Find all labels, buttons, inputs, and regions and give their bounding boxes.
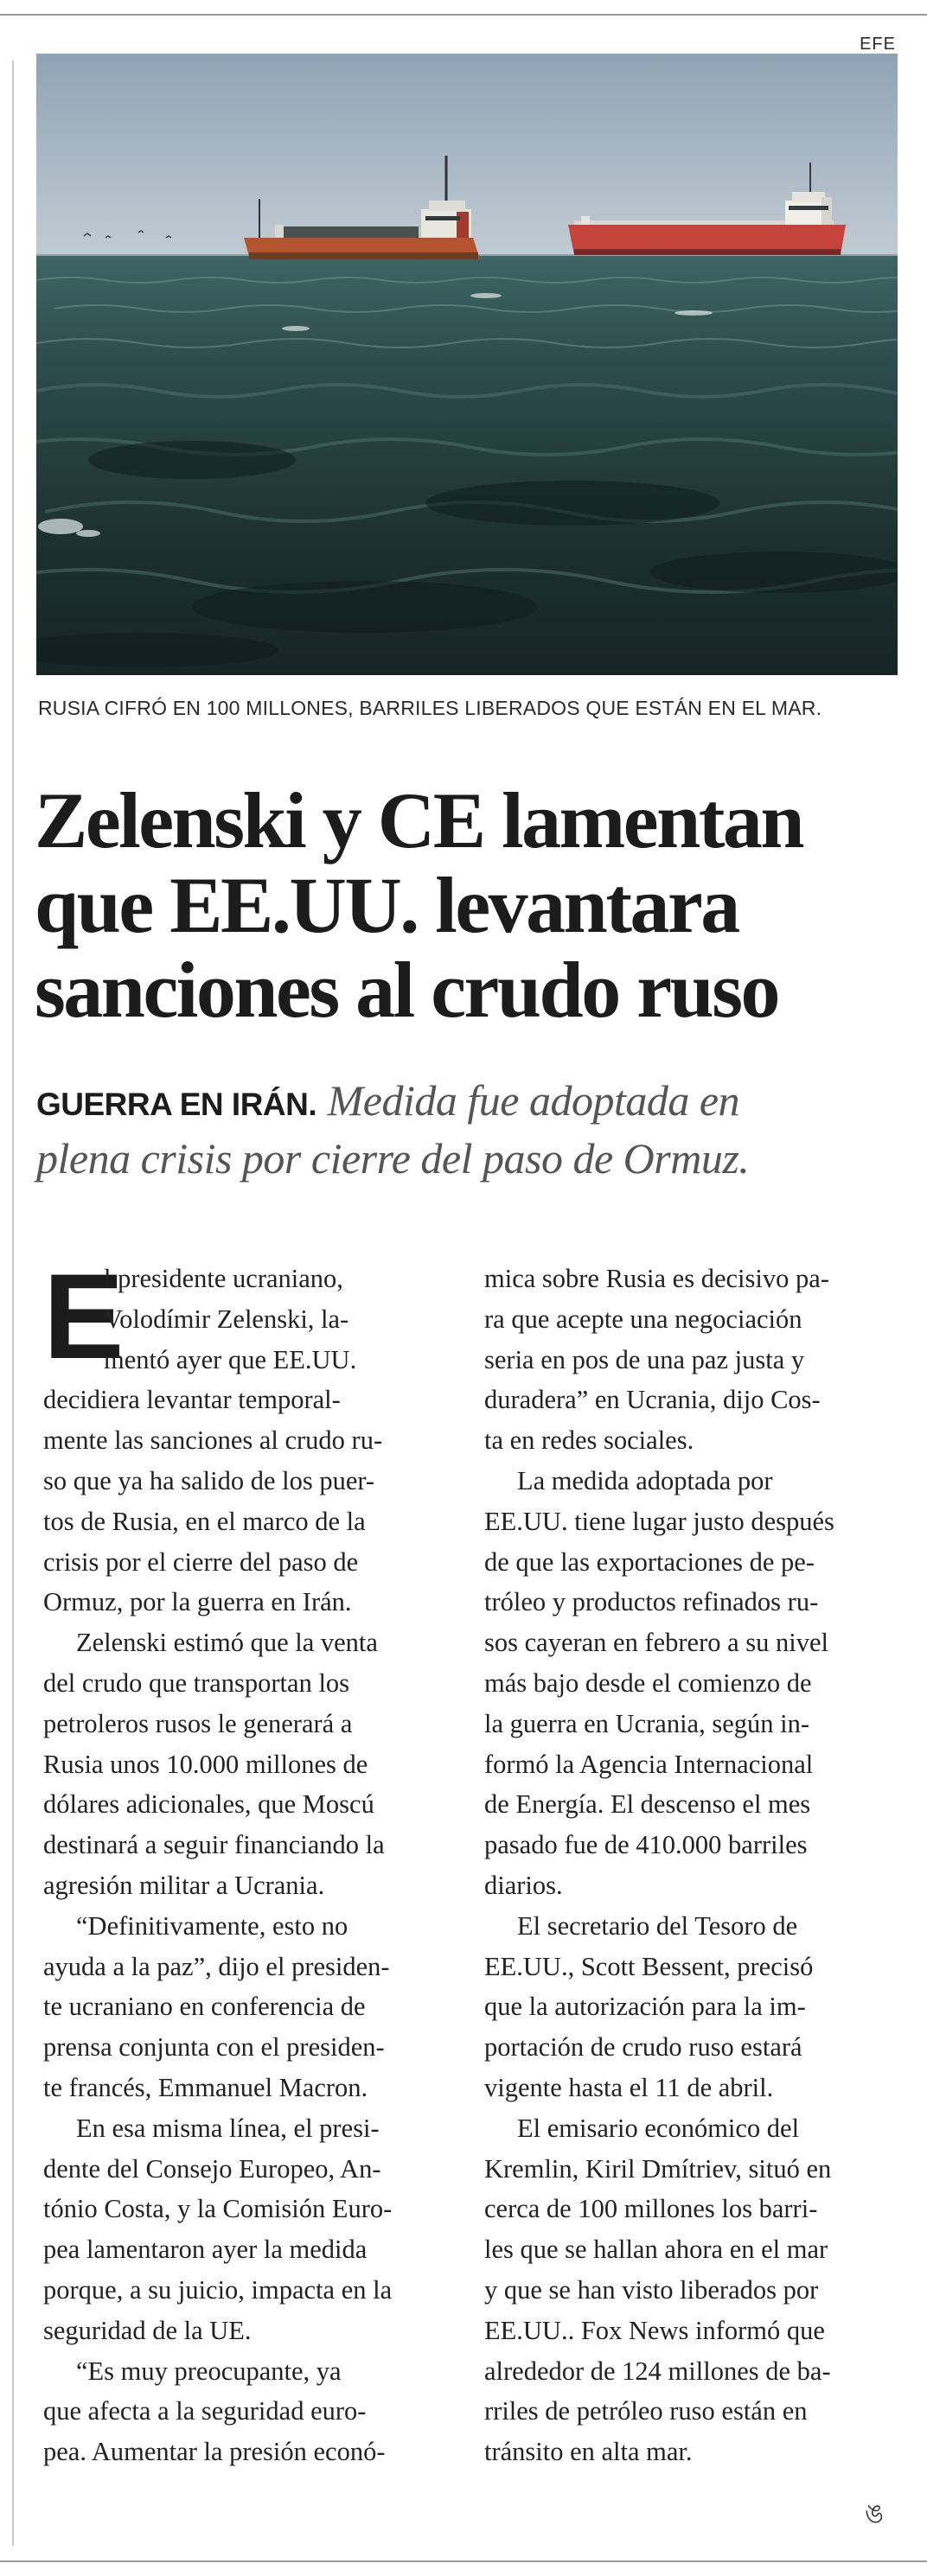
- text-line: de Energía. El descenso el mes: [484, 1789, 811, 1820]
- photo-credit: EFE: [860, 35, 896, 54]
- text-line: EE.UU.. Fox News informó que: [484, 2315, 825, 2345]
- text-line: diarios.: [484, 1870, 563, 1900]
- bottom-rule: [0, 2560, 927, 2562]
- text-line: EE.UU., Scott Bessent, precisó: [484, 1951, 814, 1981]
- sea-with-tankers-photo: [36, 54, 898, 675]
- top-rule: [0, 14, 927, 16]
- deck-line: plena crisis por cierre del paso de Ormuz.: [36, 1134, 750, 1183]
- end-of-article-mark: ঙ: [865, 2500, 885, 2528]
- text-line: so que ya ha salido de los puer-: [43, 1465, 375, 1495]
- text-line: seria en pos de una paz justa y: [484, 1344, 805, 1374]
- subheadline: [36, 1074, 910, 1185]
- text-line: El secretario del Tesoro de: [517, 1910, 798, 1941]
- paragraph: [484, 2108, 882, 2472]
- text-line: EE.UU. tiene lugar justo después: [484, 1506, 834, 1536]
- text-line: del crudo que transportan los: [43, 1667, 350, 1698]
- text-line: petroleros rusos le generará a: [43, 1708, 353, 1738]
- paragraph: [484, 1906, 882, 2108]
- text-line: En esa misma línea, el presi-: [76, 2113, 380, 2143]
- text-line: pea. Aumentar la presión econó-: [43, 2437, 386, 2467]
- text-line: de que las exportaciones de pe-: [484, 1546, 815, 1577]
- text-line: seguridad de la UE.: [43, 2315, 252, 2345]
- text-line: dólares adicionales, que Moscú: [43, 1789, 374, 1820]
- paragraph: [43, 2108, 441, 2351]
- text-line: Volodímir Zelenski, la-: [104, 1304, 349, 1334]
- text-line: ta en redes sociales.: [484, 1425, 694, 1456]
- text-line: ra que acepte una negociación: [484, 1304, 802, 1334]
- text-line: tránsito en alta mar.: [484, 2437, 693, 2467]
- paragraph: [484, 1259, 882, 1461]
- headline-line: Zelenski y CE lamentan: [35, 776, 803, 864]
- text-line: tróleo y productos refinados ru-: [484, 1587, 819, 1617]
- text-line: prensa conjunta con el presiden-: [43, 2032, 385, 2063]
- text-line: pea lamentaron ayer la medida: [43, 2235, 368, 2265]
- text-line: sos cayeran en febrero a su nivel: [484, 1628, 829, 1658]
- text-line: te ucraniano en conferencia de: [43, 1992, 366, 2022]
- text-line: portación de crudo ruso estará: [484, 2032, 802, 2063]
- text-line: formó la Agencia Internacional: [484, 1749, 814, 1779]
- text-line: alrededor de 124 millones de ba-: [484, 2356, 831, 2386]
- text-line: crisis por el cierre del paso de: [43, 1546, 359, 1577]
- text-line: te francés, Emmanuel Macron.: [43, 2072, 368, 2102]
- photo-caption: RUSIA CIFRÓ EN 100 MILLONES, BARRILES LIBERADOS QUE ESTÁN EN EL MAR.: [38, 697, 822, 719]
- headline: [35, 778, 908, 1032]
- text-line: l presidente ucraniano,: [104, 1264, 343, 1293]
- headline-line: que EE.UU. levantara: [35, 861, 738, 949]
- text-line: Kremlin, Kiril Dmítriev, situó en: [484, 2153, 832, 2184]
- article-column-right: [484, 1259, 882, 2472]
- text-line: que la autorización para la im-: [484, 1992, 806, 2022]
- text-line: “Definitivamente, esto no: [76, 1910, 348, 1941]
- text-line: El emisario económico del: [517, 2113, 800, 2143]
- text-line: mentó ayer que EE.UU.: [104, 1344, 357, 1374]
- text-line: y que se han visto liberados por: [484, 2274, 819, 2305]
- text-line: porque, a su juicio, impacta en la: [43, 2274, 393, 2305]
- paragraph: [43, 2351, 441, 2472]
- text-line: Rusia unos 10.000 millones de: [43, 1749, 368, 1779]
- drop-cap: E: [43, 1248, 125, 1384]
- text-line: más bajo desde el comienzo de: [484, 1667, 812, 1698]
- left-margin-rule: [12, 61, 14, 2546]
- text-line: mica sobre Rusia es decisivo pa-: [484, 1264, 829, 1293]
- text-line: Ormuz, por la guerra en Irán.: [43, 1587, 352, 1617]
- text-line: mente las sanciones al crudo ru-: [43, 1425, 383, 1456]
- paragraph: [43, 1906, 441, 2108]
- headline-line: sanciones al crudo ruso: [35, 946, 779, 1034]
- text-line: destinará a seguir financiando la: [43, 1830, 385, 1860]
- text-line: tónio Costa, y la Comisión Euro-: [43, 2194, 393, 2224]
- text-line: pasado fue de 410.000 barriles: [484, 1830, 808, 1860]
- section-kicker: GUERRA EN IRÁN.: [36, 1087, 317, 1122]
- text-line: agresión militar a Ucrania.: [43, 1870, 325, 1900]
- text-line: rriles de petróleo ruso están en: [484, 2396, 808, 2426]
- paragraph: [484, 1461, 882, 1906]
- paragraph: [43, 1248, 441, 1623]
- text-line: vigente hasta el 11 de abril.: [484, 2072, 774, 2102]
- article-column-left: [43, 1248, 441, 2472]
- text-line: que afecta a la seguridad euro-: [43, 2396, 367, 2426]
- text-line: cerca de 100 millones los barri-: [484, 2194, 818, 2224]
- text-line: les que se hallan ahora en el mar: [484, 2235, 828, 2265]
- text-line: dente del Consejo Europeo, An-: [43, 2153, 381, 2184]
- text-line: “Es muy preocupante, ya: [76, 2356, 342, 2386]
- text-line: la guerra en Ucrania, según in-: [484, 1708, 809, 1738]
- news-photo: [36, 54, 898, 675]
- text-line: duradera” en Ucrania, dijo Cos-: [484, 1385, 821, 1415]
- text-line: ayuda a la paz”, dijo el presiden-: [43, 1951, 390, 1981]
- deck-line: Medida fue adoptada en: [327, 1076, 740, 1125]
- text-line: Zelenski estimó que la venta: [76, 1628, 378, 1658]
- paragraph: [43, 1623, 441, 1906]
- text-line: La medida adoptada por: [517, 1465, 773, 1495]
- text-line: decidiera levantar temporal-: [43, 1385, 341, 1415]
- text-line: tos de Rusia, en el marco de la: [43, 1506, 366, 1536]
